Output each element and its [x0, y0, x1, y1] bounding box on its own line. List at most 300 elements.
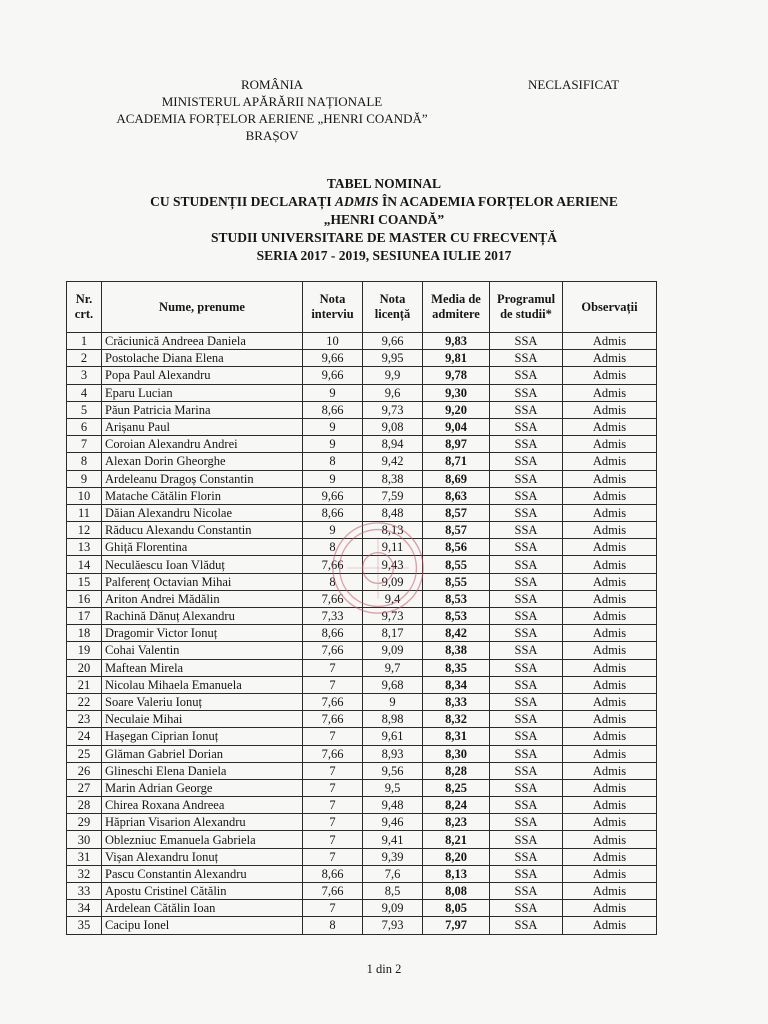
cell-obs: Admis	[563, 883, 657, 900]
cell-program: SSA	[490, 917, 563, 934]
cell-media: 8,56	[423, 539, 490, 556]
cell-interviu: 9	[303, 418, 363, 435]
cell-interviu: 9,66	[303, 350, 363, 367]
cell-interviu: 7,66	[303, 556, 363, 573]
cell-interviu: 9	[303, 470, 363, 487]
cell-licenta: 7,59	[363, 487, 423, 504]
cell-media: 8,38	[423, 642, 490, 659]
table-row	[67, 762, 657, 779]
cell-obs: Admis	[563, 401, 657, 418]
cell-media: 8,21	[423, 831, 490, 848]
cell-licenta: 7,93	[363, 917, 423, 934]
cell-licenta: 9,9	[363, 367, 423, 384]
cell-media: 9,78	[423, 367, 490, 384]
table-row	[67, 539, 657, 556]
cell-obs: Admis	[563, 367, 657, 384]
cell-licenta: 8,93	[363, 745, 423, 762]
cell-nr: 4	[67, 384, 102, 401]
cell-nr: 6	[67, 418, 102, 435]
cell-program: SSA	[490, 797, 563, 814]
cell-obs: Admis	[563, 333, 657, 350]
cell-nr: 25	[67, 745, 102, 762]
cell-interviu: 9	[303, 436, 363, 453]
cell-interviu: 8,66	[303, 625, 363, 642]
cell-name: Marin Adrian George	[102, 779, 303, 796]
cell-obs: Admis	[563, 384, 657, 401]
header-line-city: BRAȘOV	[245, 128, 299, 143]
table-row	[67, 883, 657, 900]
table-row	[67, 436, 657, 453]
cell-name: Ardeleanu Dragoș Constantin	[102, 470, 303, 487]
cell-obs: Admis	[563, 711, 657, 728]
cell-licenta: 9,09	[363, 642, 423, 659]
cell-program: SSA	[490, 367, 563, 384]
cell-media: 8,33	[423, 693, 490, 710]
cell-obs: Admis	[563, 504, 657, 521]
cell-name: Postolache Diana Elena	[102, 350, 303, 367]
cell-name: Maftean Mirela	[102, 659, 303, 676]
cell-program: SSA	[490, 418, 563, 435]
cell-media: 8,32	[423, 711, 490, 728]
title-line-2-post: ÎN ACADEMIA FORȚELOR AERIENE	[378, 194, 618, 209]
cell-name: Hăprian Visarion Alexandru	[102, 814, 303, 831]
col-header-interviu: Nota interviu	[303, 282, 363, 333]
cell-name: Dăian Alexandru Nicolae	[102, 504, 303, 521]
cell-name: Alexan Dorin Gheorghe	[102, 453, 303, 470]
cell-obs: Admis	[563, 917, 657, 934]
cell-licenta: 9,48	[363, 797, 423, 814]
cell-interviu: 8	[303, 539, 363, 556]
cell-media: 8,08	[423, 883, 490, 900]
cell-licenta: 8,94	[363, 436, 423, 453]
cell-media: 8,20	[423, 848, 490, 865]
table-row	[67, 487, 657, 504]
cell-program: SSA	[490, 728, 563, 745]
cell-program: SSA	[490, 350, 563, 367]
cell-nr: 8	[67, 453, 102, 470]
cell-licenta: 9,46	[363, 814, 423, 831]
cell-licenta: 9,11	[363, 539, 423, 556]
table-row	[67, 350, 657, 367]
table-row	[67, 797, 657, 814]
col-header-media: Media de admitere	[423, 282, 490, 333]
cell-media: 8,05	[423, 900, 490, 917]
table-row	[67, 590, 657, 607]
title-line-5: SERIA 2017 - 2019, SESIUNEA IULIE 2017	[256, 248, 512, 263]
header-line-country: ROMÂNIA	[240, 77, 304, 92]
cell-obs: Admis	[563, 522, 657, 539]
cell-media: 8,55	[423, 573, 490, 590]
cell-program: SSA	[490, 487, 563, 504]
cell-nr: 3	[67, 367, 102, 384]
cell-interviu: 7,66	[303, 642, 363, 659]
cell-interviu: 7,66	[303, 745, 363, 762]
cell-name: Vișan Alexandru Ionuț	[102, 848, 303, 865]
classification-label: NECLASIFICAT	[528, 77, 620, 92]
cell-interviu: 7,66	[303, 883, 363, 900]
cell-interviu: 7	[303, 676, 363, 693]
cell-program: SSA	[490, 625, 563, 642]
cell-nr: 31	[67, 848, 102, 865]
cell-nr: 24	[67, 728, 102, 745]
cell-program: SSA	[490, 848, 563, 865]
cell-licenta: 8,17	[363, 625, 423, 642]
cell-program: SSA	[490, 814, 563, 831]
cell-interviu: 8	[303, 573, 363, 590]
cell-licenta: 9,61	[363, 728, 423, 745]
table-row	[67, 711, 657, 728]
cell-obs: Admis	[563, 625, 657, 642]
cell-nr: 14	[67, 556, 102, 573]
cell-interviu: 10	[303, 333, 363, 350]
cell-program: SSA	[490, 573, 563, 590]
cell-obs: Admis	[563, 745, 657, 762]
cell-obs: Admis	[563, 608, 657, 625]
cell-licenta: 8,48	[363, 504, 423, 521]
cell-nr: 12	[67, 522, 102, 539]
cell-name: Hașegan Ciprian Ionuț	[102, 728, 303, 745]
cell-interviu: 7,66	[303, 590, 363, 607]
table-row	[67, 504, 657, 521]
cell-media: 8,57	[423, 504, 490, 521]
cell-program: SSA	[490, 384, 563, 401]
cell-licenta: 9,56	[363, 762, 423, 779]
cell-name: Popa Paul Alexandru	[102, 367, 303, 384]
cell-interviu: 7	[303, 848, 363, 865]
cell-program: SSA	[490, 779, 563, 796]
cell-interviu: 9	[303, 522, 363, 539]
cell-interviu: 7	[303, 762, 363, 779]
table-row	[67, 693, 657, 710]
title-line-1: TABEL NOMINAL	[326, 176, 442, 191]
cell-interviu: 7	[303, 900, 363, 917]
table-row	[67, 659, 657, 676]
table-header-row	[67, 282, 657, 333]
cell-nr: 2	[67, 350, 102, 367]
table-row	[67, 573, 657, 590]
cell-interviu: 7	[303, 779, 363, 796]
cell-media: 8,35	[423, 659, 490, 676]
table-row	[67, 333, 657, 350]
cell-obs: Admis	[563, 728, 657, 745]
cell-name: Ardelean Cătălin Ioan	[102, 900, 303, 917]
col-header-name: Nume, prenume	[102, 282, 303, 333]
col-header-program: Programul de studii*	[490, 282, 563, 333]
table-row	[67, 642, 657, 659]
cell-nr: 29	[67, 814, 102, 831]
cell-licenta: 9,6	[363, 384, 423, 401]
cell-nr: 21	[67, 676, 102, 693]
cell-nr: 26	[67, 762, 102, 779]
table-row	[67, 745, 657, 762]
cell-media: 8,42	[423, 625, 490, 642]
cell-nr: 33	[67, 883, 102, 900]
cell-media: 8,55	[423, 556, 490, 573]
cell-obs: Admis	[563, 590, 657, 607]
cell-media: 8,71	[423, 453, 490, 470]
cell-program: SSA	[490, 659, 563, 676]
table-row	[67, 848, 657, 865]
cell-media: 9,83	[423, 333, 490, 350]
title-line-2-emphasis: ADMIS	[335, 194, 379, 209]
cell-licenta: 9,4	[363, 590, 423, 607]
cell-nr: 23	[67, 711, 102, 728]
cell-licenta: 9,95	[363, 350, 423, 367]
cell-name: Crăciunică Andreea Daniela	[102, 333, 303, 350]
title-line-4: STUDII UNIVERSITARE DE MASTER CU FRECVENȚĂ	[211, 230, 557, 245]
cell-obs: Admis	[563, 470, 657, 487]
cell-name: Nicolau Mihaela Emanuela	[102, 676, 303, 693]
cell-licenta: 9,68	[363, 676, 423, 693]
cell-media: 8,24	[423, 797, 490, 814]
cell-media: 9,30	[423, 384, 490, 401]
title-line-2	[0, 193, 768, 211]
cell-media: 8,53	[423, 590, 490, 607]
header-line-ministry: MINISTERUL APĂRĂRII NAȚIONALE	[161, 94, 383, 109]
cell-licenta: 9,41	[363, 831, 423, 848]
cell-program: SSA	[490, 883, 563, 900]
table-row	[67, 522, 657, 539]
cell-obs: Admis	[563, 676, 657, 693]
cell-name: Răducu Alexandu Constantin	[102, 522, 303, 539]
table-row	[67, 453, 657, 470]
cell-name: Dragomir Victor Ionuț	[102, 625, 303, 642]
table-row	[67, 470, 657, 487]
cell-media: 8,13	[423, 865, 490, 882]
cell-obs: Admis	[563, 693, 657, 710]
table-row	[67, 418, 657, 435]
cell-media: 9,04	[423, 418, 490, 435]
cell-name: Soare Valeriu Ionuț	[102, 693, 303, 710]
cell-licenta: 9,7	[363, 659, 423, 676]
cell-program: SSA	[490, 676, 563, 693]
cell-licenta: 9,08	[363, 418, 423, 435]
cell-media: 9,81	[423, 350, 490, 367]
table-row	[67, 676, 657, 693]
cell-media: 8,23	[423, 814, 490, 831]
cell-name: Coroian Alexandru Andrei	[102, 436, 303, 453]
cell-program: SSA	[490, 693, 563, 710]
cell-program: SSA	[490, 590, 563, 607]
cell-licenta: 9,73	[363, 401, 423, 418]
header-line-academy: ACADEMIA FORȚELOR AERIENE „HENRI COANDĂ”	[116, 111, 428, 126]
cell-media: 8,63	[423, 487, 490, 504]
cell-licenta: 9,73	[363, 608, 423, 625]
cell-program: SSA	[490, 642, 563, 659]
cell-obs: Admis	[563, 642, 657, 659]
admission-table	[66, 281, 657, 935]
cell-program: SSA	[490, 401, 563, 418]
col-header-nr: Nr. crt.	[67, 282, 102, 333]
cell-name: Neculăescu Ioan Vlăduț	[102, 556, 303, 573]
cell-nr: 13	[67, 539, 102, 556]
cell-media: 8,97	[423, 436, 490, 453]
cell-interviu: 8,66	[303, 504, 363, 521]
cell-obs: Admis	[563, 487, 657, 504]
cell-nr: 22	[67, 693, 102, 710]
cell-obs: Admis	[563, 350, 657, 367]
cell-name: Cacipu Ionel	[102, 917, 303, 934]
cell-media: 9,20	[423, 401, 490, 418]
cell-obs: Admis	[563, 453, 657, 470]
cell-obs: Admis	[563, 779, 657, 796]
cell-obs: Admis	[563, 797, 657, 814]
cell-program: SSA	[490, 762, 563, 779]
cell-interviu: 7,66	[303, 693, 363, 710]
cell-program: SSA	[490, 745, 563, 762]
table-row	[67, 831, 657, 848]
cell-obs: Admis	[563, 848, 657, 865]
cell-interviu: 7	[303, 728, 363, 745]
cell-media: 8,30	[423, 745, 490, 762]
cell-nr: 1	[67, 333, 102, 350]
cell-nr: 11	[67, 504, 102, 521]
cell-program: SSA	[490, 470, 563, 487]
cell-name: Chirea Roxana Andreea	[102, 797, 303, 814]
cell-program: SSA	[490, 504, 563, 521]
cell-obs: Admis	[563, 865, 657, 882]
table-row	[67, 556, 657, 573]
cell-licenta: 9,66	[363, 333, 423, 350]
cell-interviu: 7,66	[303, 711, 363, 728]
cell-nr: 15	[67, 573, 102, 590]
cell-name: Glineschi Elena Daniela	[102, 762, 303, 779]
cell-name: Palferenț Octavian Mihai	[102, 573, 303, 590]
cell-media: 8,31	[423, 728, 490, 745]
table-row	[67, 865, 657, 882]
cell-licenta: 9	[363, 693, 423, 710]
cell-nr: 7	[67, 436, 102, 453]
cell-program: SSA	[490, 608, 563, 625]
document-title	[0, 175, 768, 265]
cell-program: SSA	[490, 436, 563, 453]
cell-name: Rachină Dănuț Alexandru	[102, 608, 303, 625]
cell-media: 7,97	[423, 917, 490, 934]
title-line-3: „HENRI COANDĂ”	[323, 212, 445, 227]
cell-obs: Admis	[563, 556, 657, 573]
cell-nr: 32	[67, 865, 102, 882]
cell-licenta: 8,98	[363, 711, 423, 728]
cell-interviu: 8	[303, 917, 363, 934]
cell-interviu: 7	[303, 797, 363, 814]
cell-licenta: 9,5	[363, 779, 423, 796]
cell-obs: Admis	[563, 900, 657, 917]
cell-licenta: 9,42	[363, 453, 423, 470]
cell-program: SSA	[490, 711, 563, 728]
cell-name: Ghiță Florentina	[102, 539, 303, 556]
cell-nr: 10	[67, 487, 102, 504]
page-number: 1 din 2	[366, 962, 402, 976]
cell-name: Pascu Constantin Alexandru	[102, 865, 303, 882]
cell-nr: 35	[67, 917, 102, 934]
cell-program: SSA	[490, 831, 563, 848]
cell-nr: 28	[67, 797, 102, 814]
cell-obs: Admis	[563, 573, 657, 590]
cell-nr: 16	[67, 590, 102, 607]
cell-name: Eparu Lucian	[102, 384, 303, 401]
cell-obs: Admis	[563, 762, 657, 779]
table-row	[67, 401, 657, 418]
cell-program: SSA	[490, 556, 563, 573]
table-row	[67, 367, 657, 384]
cell-program: SSA	[490, 453, 563, 470]
cell-name: Apostu Cristinel Cătălin	[102, 883, 303, 900]
table-row	[67, 917, 657, 934]
cell-obs: Admis	[563, 659, 657, 676]
cell-name: Cohai Valentin	[102, 642, 303, 659]
table-row	[67, 384, 657, 401]
cell-obs: Admis	[563, 418, 657, 435]
institution-header	[112, 76, 432, 144]
cell-interviu: 9	[303, 384, 363, 401]
cell-program: SSA	[490, 539, 563, 556]
cell-media: 8,34	[423, 676, 490, 693]
table-row	[67, 814, 657, 831]
cell-media: 8,57	[423, 522, 490, 539]
cell-media: 8,28	[423, 762, 490, 779]
cell-name: Păun Patricia Marina	[102, 401, 303, 418]
cell-licenta: 9,39	[363, 848, 423, 865]
cell-name: Matache Cătălin Florin	[102, 487, 303, 504]
cell-name: Neculaie Mihai	[102, 711, 303, 728]
cell-nr: 17	[67, 608, 102, 625]
cell-interviu: 7	[303, 659, 363, 676]
cell-name: Arișanu Paul	[102, 418, 303, 435]
table-row	[67, 900, 657, 917]
cell-licenta: 9,09	[363, 900, 423, 917]
cell-obs: Admis	[563, 814, 657, 831]
col-header-licenta: Nota licență	[363, 282, 423, 333]
cell-licenta: 8,5	[363, 883, 423, 900]
cell-interviu: 7,33	[303, 608, 363, 625]
cell-program: SSA	[490, 900, 563, 917]
cell-program: SSA	[490, 522, 563, 539]
cell-nr: 20	[67, 659, 102, 676]
cell-nr: 18	[67, 625, 102, 642]
cell-interviu: 7	[303, 831, 363, 848]
cell-media: 8,25	[423, 779, 490, 796]
cell-licenta: 9,43	[363, 556, 423, 573]
cell-licenta: 8,38	[363, 470, 423, 487]
cell-name: Oblezniuc Emanuela Gabriela	[102, 831, 303, 848]
table-row	[67, 625, 657, 642]
cell-interviu: 9,66	[303, 367, 363, 384]
cell-obs: Admis	[563, 831, 657, 848]
cell-licenta: 9,09	[363, 573, 423, 590]
table-row	[67, 779, 657, 796]
cell-name: Glăman Gabriel Dorian	[102, 745, 303, 762]
cell-nr: 19	[67, 642, 102, 659]
cell-interviu: 8,66	[303, 401, 363, 418]
cell-name: Ariton Andrei Mădălin	[102, 590, 303, 607]
title-line-2-pre: CU STUDENȚII DECLARAȚI	[150, 194, 336, 209]
cell-program: SSA	[490, 865, 563, 882]
cell-obs: Admis	[563, 539, 657, 556]
cell-nr: 34	[67, 900, 102, 917]
table-row	[67, 608, 657, 625]
cell-interviu: 8,66	[303, 865, 363, 882]
table-row	[67, 728, 657, 745]
cell-nr: 27	[67, 779, 102, 796]
cell-media: 8,69	[423, 470, 490, 487]
cell-interviu: 7	[303, 814, 363, 831]
cell-nr: 30	[67, 831, 102, 848]
cell-licenta: 7,6	[363, 865, 423, 882]
cell-nr: 5	[67, 401, 102, 418]
cell-program: SSA	[490, 333, 563, 350]
cell-interviu: 9,66	[303, 487, 363, 504]
cell-obs: Admis	[563, 436, 657, 453]
